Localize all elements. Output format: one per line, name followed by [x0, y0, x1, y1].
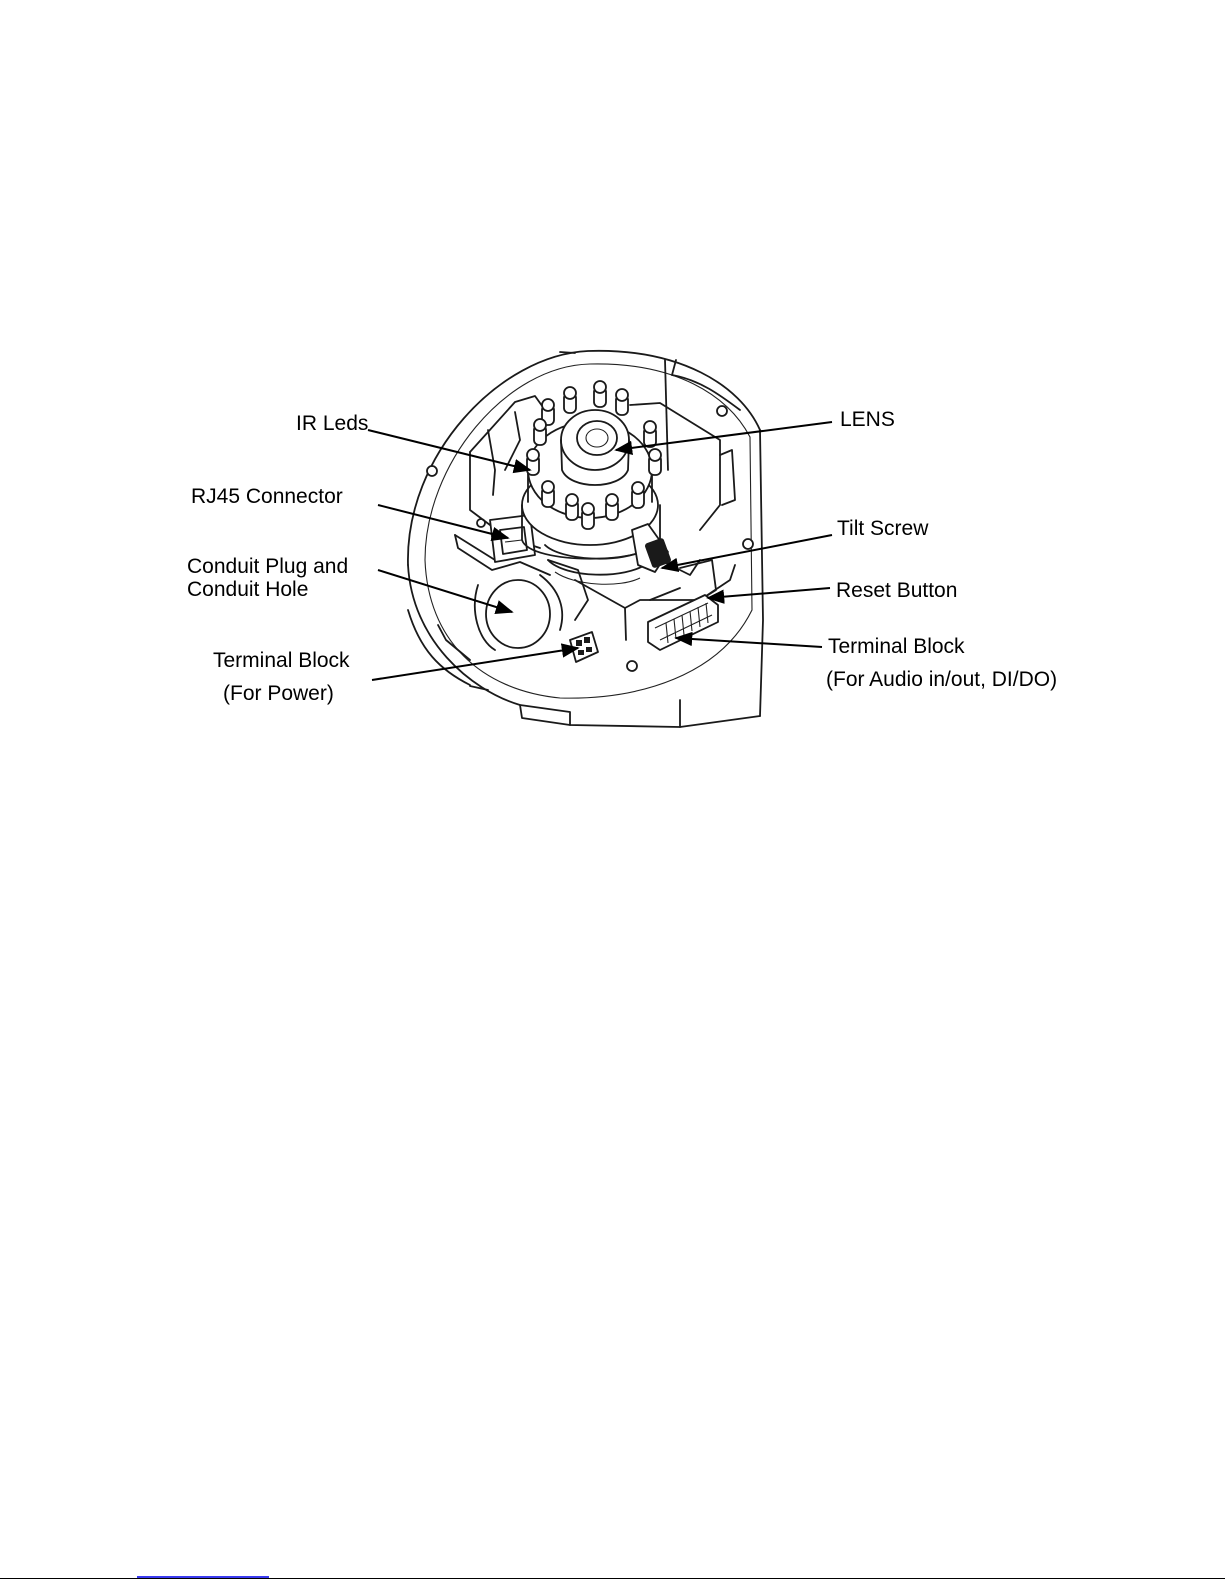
label-reset-button: Reset Button	[836, 579, 958, 602]
label-tilt-screw: Tilt Screw	[837, 517, 929, 540]
label-lens: LENS	[840, 408, 895, 431]
label-rj45-connector: RJ45 Connector	[191, 485, 343, 508]
label-terminal-power-line1: Terminal Block	[213, 649, 350, 672]
label-terminal-audio-line2: (For Audio in/out, DI/DO)	[826, 668, 1058, 691]
footer-rule	[0, 1578, 1225, 1579]
camera-illustration	[408, 351, 763, 727]
leader-conduit	[378, 570, 512, 612]
terminal-block-power	[570, 632, 598, 662]
leader-reset-button	[708, 588, 830, 598]
label-conduit-line2: Conduit Hole	[187, 578, 309, 601]
leader-rj45	[378, 505, 508, 538]
leader-terminal-audio	[676, 638, 822, 647]
label-conduit-line1: Conduit Plug and	[187, 555, 349, 578]
leader-terminal-power	[372, 648, 578, 680]
label-terminal-audio-line1: Terminal Block	[828, 635, 965, 658]
label-ir-leds: IR Leds	[296, 412, 369, 435]
label-terminal-power-line2: (For Power)	[223, 682, 334, 705]
footer-link-underline[interactable]	[137, 1576, 269, 1578]
terminal-block-audio	[648, 595, 718, 650]
